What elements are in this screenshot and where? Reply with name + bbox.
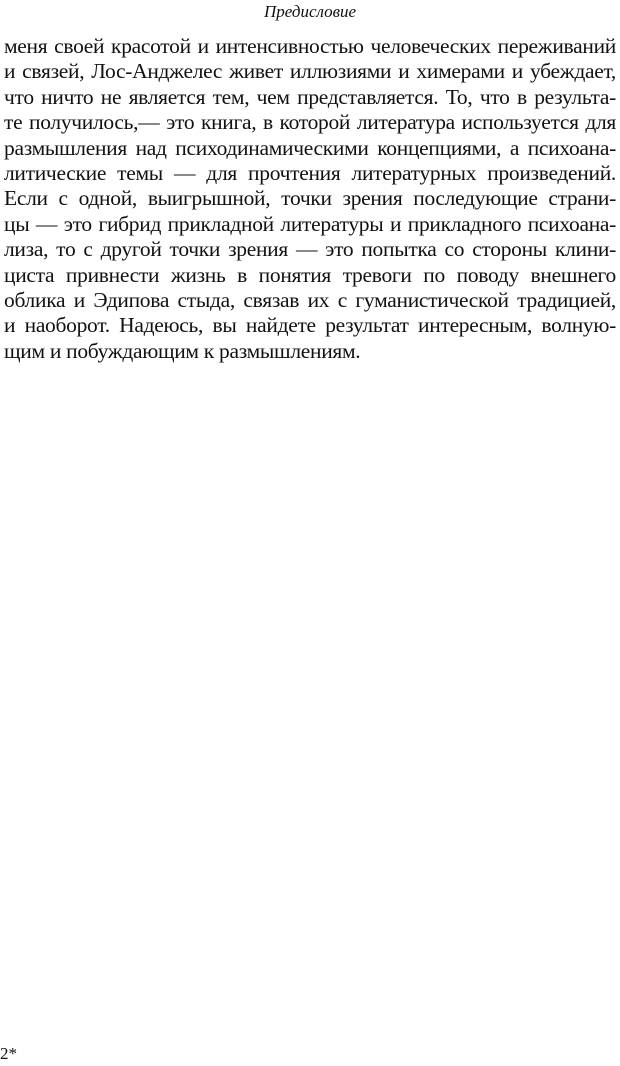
text-line: литические темы — для прочтения литературных произведений. <box>4 160 616 185</box>
text-line: и наоборот. Надеюсь, вы найдете результат интересным, волную- <box>4 313 616 338</box>
page-number: 2* <box>0 1044 17 1063</box>
text-line: те получилось,— это книга, в которой литература используется для <box>4 110 616 135</box>
text-line: цы — это гибрид прикладной литературы и прикладного психоана- <box>4 211 616 236</box>
text-line: облика и Эдипова стыда, связав их с гуманистической традицией, <box>4 287 616 312</box>
text-line: меня своей красотой и интенсивностью человеческих переживаний <box>4 34 616 58</box>
text-line: и связей, Лос-Анджелес живет иллюзиями и химерами и убеждает, <box>4 59 616 84</box>
text-line: размышления над психодинамическими концепциями, а психоана- <box>4 135 616 160</box>
body-text <box>4 34 616 364</box>
text-line: лиза, то с другой точки зрения — это попытка со стороны клини- <box>4 237 616 262</box>
running-header: Предисловие <box>263 2 357 21</box>
text-line: что ничто не является тем, чем представляется. То, что в результа- <box>4 84 616 109</box>
text-line: щим и побуждающим к размышлениям. <box>4 338 361 363</box>
text-line: Если с одной, выигрышной, точки зрения последующие страни- <box>4 186 616 211</box>
text-line: циста привнести жизнь в понятия тревоги по поводу внешнего <box>4 262 616 287</box>
